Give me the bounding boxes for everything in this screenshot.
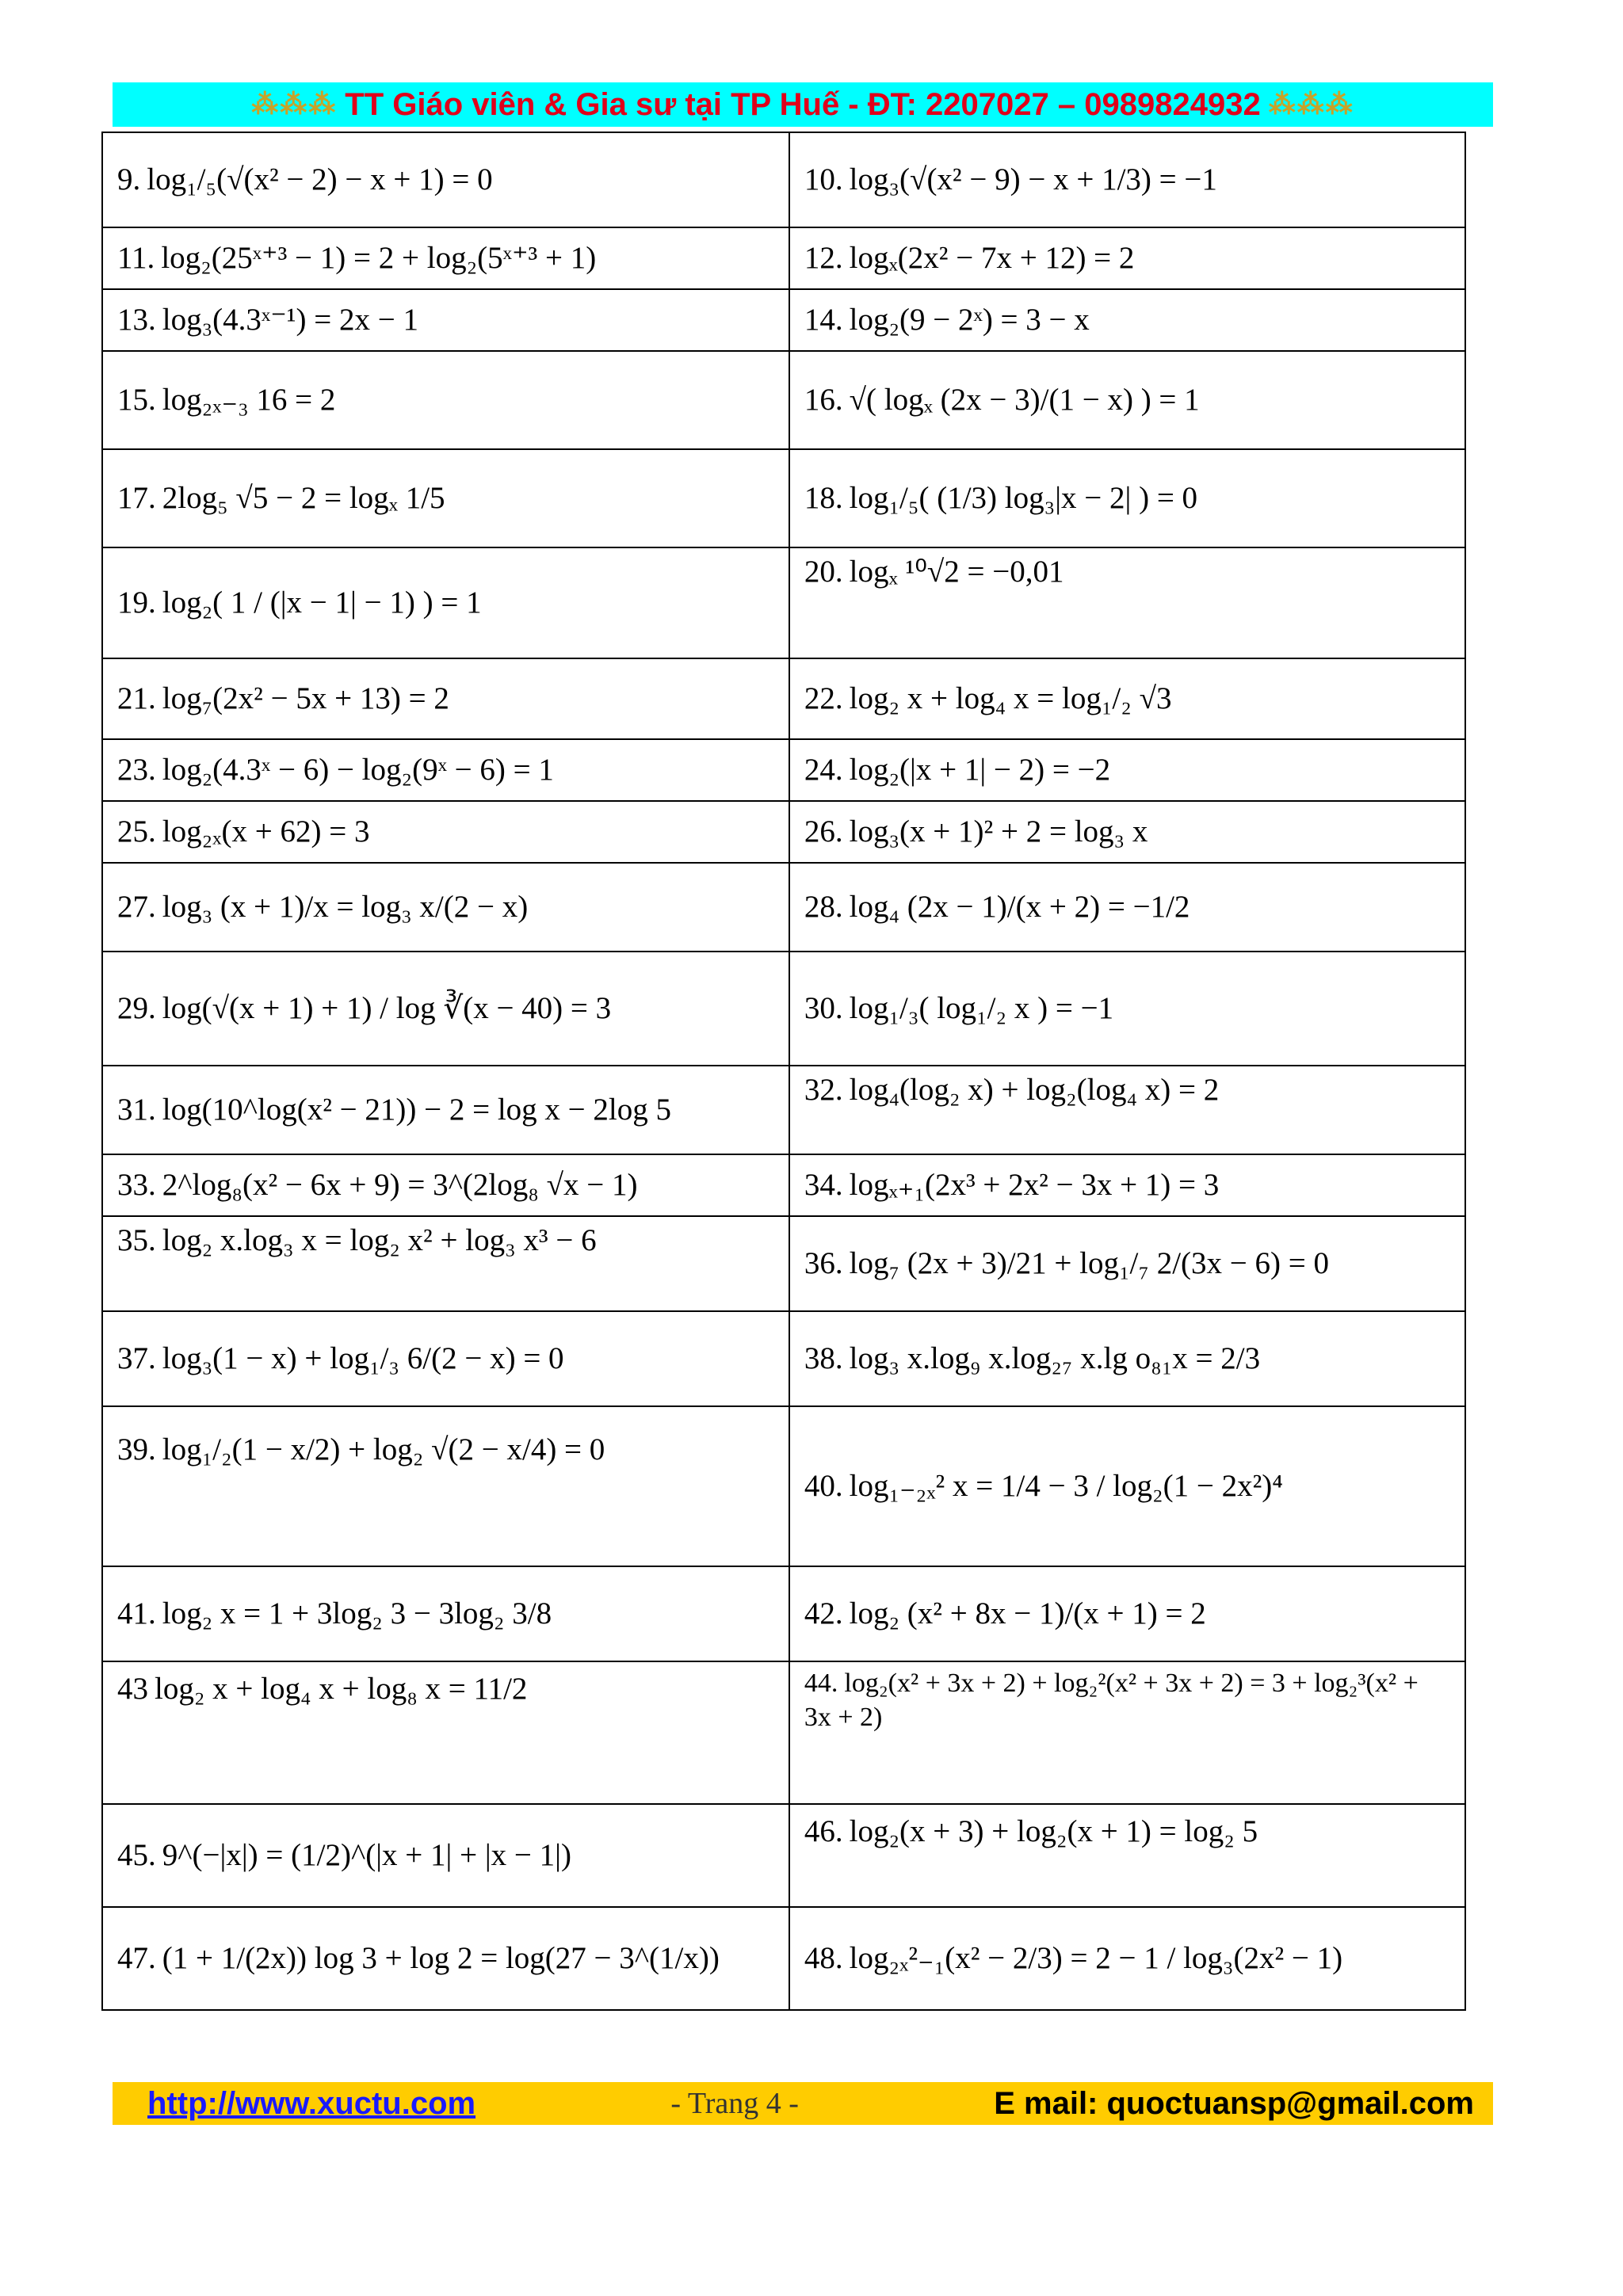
equation: log₂ x.log₃ x = log₂ x² + log₃ x³ − 6: [162, 1223, 597, 1257]
exercise-cell: [789, 1907, 1465, 2010]
equation: log₃ x.log₉ x.log₂₇ x.lg o₈₁x = 2/3: [849, 1341, 1261, 1375]
exercise-cell: [789, 801, 1465, 863]
exercise-cell: [789, 952, 1465, 1066]
exercise-cell: [102, 227, 789, 289]
equation: log₃(1 − x) + log₁/₃ 6/(2 − x) = 0: [162, 1341, 564, 1375]
equation: log₃ (x + 1)/x = log₃ x/(2 − x): [162, 889, 529, 924]
table-row: [102, 1066, 1465, 1154]
table-row: [102, 289, 1465, 351]
exercise-number: 12.: [804, 240, 843, 275]
exercise-cell: [789, 1154, 1465, 1216]
ornament-icon: ⁂⁂⁂: [251, 90, 338, 120]
equation: log₂ x = 1 + 3log₂ 3 − 3log₂ 3/8: [162, 1596, 552, 1630]
table-row: [102, 863, 1465, 952]
equation: log₁/₂(1 − x/2) + log₂ √(2 − x/4) = 0: [162, 1432, 605, 1466]
table-row: [102, 449, 1465, 547]
exercise-number: 36.: [804, 1245, 843, 1280]
exercise-cell: [789, 1216, 1465, 1311]
exercise-number: 19.: [117, 585, 156, 620]
header-title: TT Giáo viên & Gia sư tại TP Huế - ĐT: 2207027 – 0989824932: [345, 86, 1261, 122]
exercise-number: 35.: [117, 1223, 156, 1257]
exercise-number: 21.: [117, 681, 156, 715]
exercise-number: 34.: [804, 1167, 843, 1202]
website-link[interactable]: http://www.xuctu.com: [147, 2085, 476, 2121]
contact-email: E mail: quoctuansp@gmail.com: [994, 2085, 1474, 2121]
exercise-cell: [789, 547, 1465, 658]
exercise-number: 24.: [804, 752, 843, 787]
exercise-cell: [102, 351, 789, 449]
exercise-number: 45.: [117, 1837, 156, 1872]
exercise-cell: [102, 1907, 789, 2010]
exercise-cell: [789, 1661, 1465, 1804]
equation: log₂ x + log₄ x = log₁/₂ √3: [849, 681, 1172, 715]
exercise-cell: [102, 952, 789, 1066]
equation: log₂ x + log₄ x + log₈ x = 11/2: [155, 1672, 528, 1706]
equation: log₂ₓ₋₃ 16 = 2: [162, 382, 336, 417]
table-row: [102, 547, 1465, 658]
equation: logₓ(2x² − 7x + 12) = 2: [849, 240, 1135, 275]
table-row: [102, 1566, 1465, 1661]
page-number: - Trang 4 -: [670, 2087, 799, 2120]
exercise-cell: [102, 1406, 789, 1566]
exercise-number: 18.: [804, 480, 843, 515]
exercise-number: 33.: [117, 1167, 156, 1202]
exercise-number: 39.: [117, 1432, 156, 1466]
exercise-number: 16.: [804, 382, 843, 417]
exercise-number: 38.: [804, 1341, 843, 1375]
table-row: [102, 739, 1465, 801]
exercise-cell: [102, 1566, 789, 1661]
equation: logₓ₊₁(2x³ + 2x² − 3x + 1) = 3: [849, 1167, 1220, 1202]
exercise-cell: [789, 227, 1465, 289]
equation: log₂( 1 / (|x − 1| − 1) ) = 1: [162, 585, 482, 620]
equation: log(10^log(x² − 21)) − 2 = log x − 2log 5: [162, 1092, 672, 1127]
exercise-cell: [102, 547, 789, 658]
exercise-number: 20.: [804, 555, 843, 589]
exercise-number: 48.: [804, 1940, 843, 1975]
exercise-cell: [789, 1406, 1465, 1566]
exercise-number: 41.: [117, 1596, 156, 1630]
exercise-number: 37.: [117, 1341, 156, 1375]
exercise-cell: [102, 1311, 789, 1406]
equation: (1 + 1/(2x)) log 3 + log 2 = log(27 − 3^(1/x)): [162, 1940, 720, 1975]
exercise-number: 43: [117, 1672, 148, 1706]
exercise-number: 14.: [804, 302, 843, 337]
table-row: [102, 351, 1465, 449]
exercise-number: 28.: [804, 889, 843, 924]
equation: log₂ₓ²₋₁(x² − 2/3) = 2 − 1 / log₃(2x² − 1): [849, 1940, 1343, 1975]
exercise-cell: [102, 739, 789, 801]
exercise-cell: [102, 132, 789, 227]
exercise-cell: [102, 1154, 789, 1216]
equation: log₂(9 − 2ˣ) = 3 − x: [849, 302, 1090, 337]
equation: log₃(√(x² − 9) − x + 1/3) = −1: [849, 162, 1217, 196]
table-row: [102, 1804, 1465, 1907]
exercise-number: 9.: [117, 162, 141, 196]
exercise-number: 32.: [804, 1073, 843, 1107]
exercise-cell: [102, 801, 789, 863]
exercise-number: 22.: [804, 681, 843, 715]
exercise-cell: [102, 658, 789, 739]
equation: log₄ (2x − 1)/(x + 2) = −1/2: [849, 889, 1190, 924]
table-row: [102, 1216, 1465, 1311]
equation: log₂ₓ(x + 62) = 3: [162, 814, 370, 849]
table-row: [102, 132, 1465, 227]
exercise-number: 31.: [117, 1092, 156, 1127]
equation: log₃(4.3ˣ⁻¹) = 2x − 1: [162, 302, 418, 337]
exercise-cell: [102, 1066, 789, 1154]
exercise-cell: [789, 132, 1465, 227]
equation: log₂(|x + 1| − 2) = −2: [849, 752, 1111, 787]
exercise-cell: [102, 449, 789, 547]
exercise-cell: [102, 289, 789, 351]
equation: log₁/₅(√(x² − 2) − x + 1) = 0: [147, 162, 493, 196]
exercise-number: 47.: [117, 1940, 156, 1975]
exercise-number: 25.: [117, 814, 156, 849]
exercise-number: 42.: [804, 1596, 843, 1630]
exercise-cell: [789, 863, 1465, 952]
equation: log₇ (2x + 3)/21 + log₁/₇ 2/(3x − 6) = 0: [849, 1245, 1330, 1280]
equation: log₃(x + 1)² + 2 = log₃ x: [849, 814, 1148, 849]
exercise-number: 13.: [117, 302, 156, 337]
table-row: [102, 227, 1465, 289]
exercise-cell: [789, 449, 1465, 547]
exercise-cell: [789, 1311, 1465, 1406]
exercise-cell: [789, 739, 1465, 801]
equation: log₁/₅( (1/3) log₃|x − 2| ) = 0: [849, 480, 1198, 515]
exercise-number: 15.: [117, 382, 156, 417]
table-row: [102, 1907, 1465, 2010]
table-row: [102, 658, 1465, 739]
exercise-number: 10.: [804, 162, 843, 196]
exercise-cell: [102, 1661, 789, 1804]
equation: log₁₋₂ₓ² x = 1/4 − 3 / log₂(1 − 2x²)⁴: [849, 1468, 1283, 1503]
exercise-number: 23.: [117, 752, 156, 787]
equation: log₁/₃( log₁/₂ x ) = −1: [849, 990, 1114, 1025]
equation: √( logₓ (2x − 3)/(1 − x) ) = 1: [849, 382, 1200, 417]
table-row: [102, 1311, 1465, 1406]
exercise-number: 44.: [804, 1669, 838, 1698]
equation: log₂(4.3ˣ − 6) − log₂(9ˣ − 6) = 1: [162, 752, 554, 787]
exercise-number: 30.: [804, 990, 843, 1025]
exercise-cell: [789, 351, 1465, 449]
equation: 2log₅ √5 − 2 = logₓ 1/5: [162, 480, 445, 515]
exercise-cell: [102, 863, 789, 952]
equation: log₂(25ˣ⁺³ − 1) = 2 + log₂(5ˣ⁺³ + 1): [161, 240, 597, 275]
equation: log₂ (x² + 8x − 1)/(x + 1) = 2: [849, 1596, 1206, 1630]
exercise-number: 46.: [804, 1814, 843, 1848]
equation: log(√(x + 1) + 1) / log ∛(x − 40) = 3: [162, 990, 612, 1025]
equation: log₂(x + 3) + log₂(x + 1) = log₂ 5: [849, 1814, 1258, 1848]
table-row: [102, 952, 1465, 1066]
ornament-icon: ⁂⁂⁂: [1268, 90, 1354, 120]
table-row: [102, 801, 1465, 863]
table-row: [102, 1154, 1465, 1216]
page-header: [113, 82, 1493, 127]
exercise-cell: [789, 289, 1465, 351]
exercise-cell: [102, 1216, 789, 1311]
exercise-table: [101, 132, 1466, 2011]
table-row: [102, 1661, 1465, 1804]
equation: log₂(x² + 3x + 2) + log₂²(x² + 3x + 2) = 3 + log₂³(x² + 3x + 2): [804, 1669, 1419, 1732]
exercise-cell: [789, 658, 1465, 739]
equation: log₄(log₂ x) + log₂(log₄ x) = 2: [849, 1073, 1220, 1107]
exercise-number: 27.: [117, 889, 156, 924]
equation: 9^(−|x|) = (1/2)^(|x + 1| + |x − 1|): [162, 1837, 571, 1872]
exercise-cell: [789, 1804, 1465, 1907]
exercise-number: 40.: [804, 1468, 843, 1503]
exercise-number: 17.: [117, 480, 156, 515]
exercise-cell: [102, 1804, 789, 1907]
exercise-number: 26.: [804, 814, 843, 849]
equation: logₓ ¹⁰√2 = −0,01: [849, 555, 1064, 589]
exercise-number: 11.: [117, 240, 155, 275]
exercise-number: 29.: [117, 990, 156, 1025]
exercise-cell: [789, 1566, 1465, 1661]
equation: log₇(2x² − 5x + 13) = 2: [162, 681, 449, 715]
table-row: [102, 1406, 1465, 1566]
exercise-cell: [789, 1066, 1465, 1154]
page-footer: [113, 2082, 1493, 2125]
equation: 2^log₈(x² − 6x + 9) = 3^(2log₈ √x − 1): [162, 1167, 638, 1202]
